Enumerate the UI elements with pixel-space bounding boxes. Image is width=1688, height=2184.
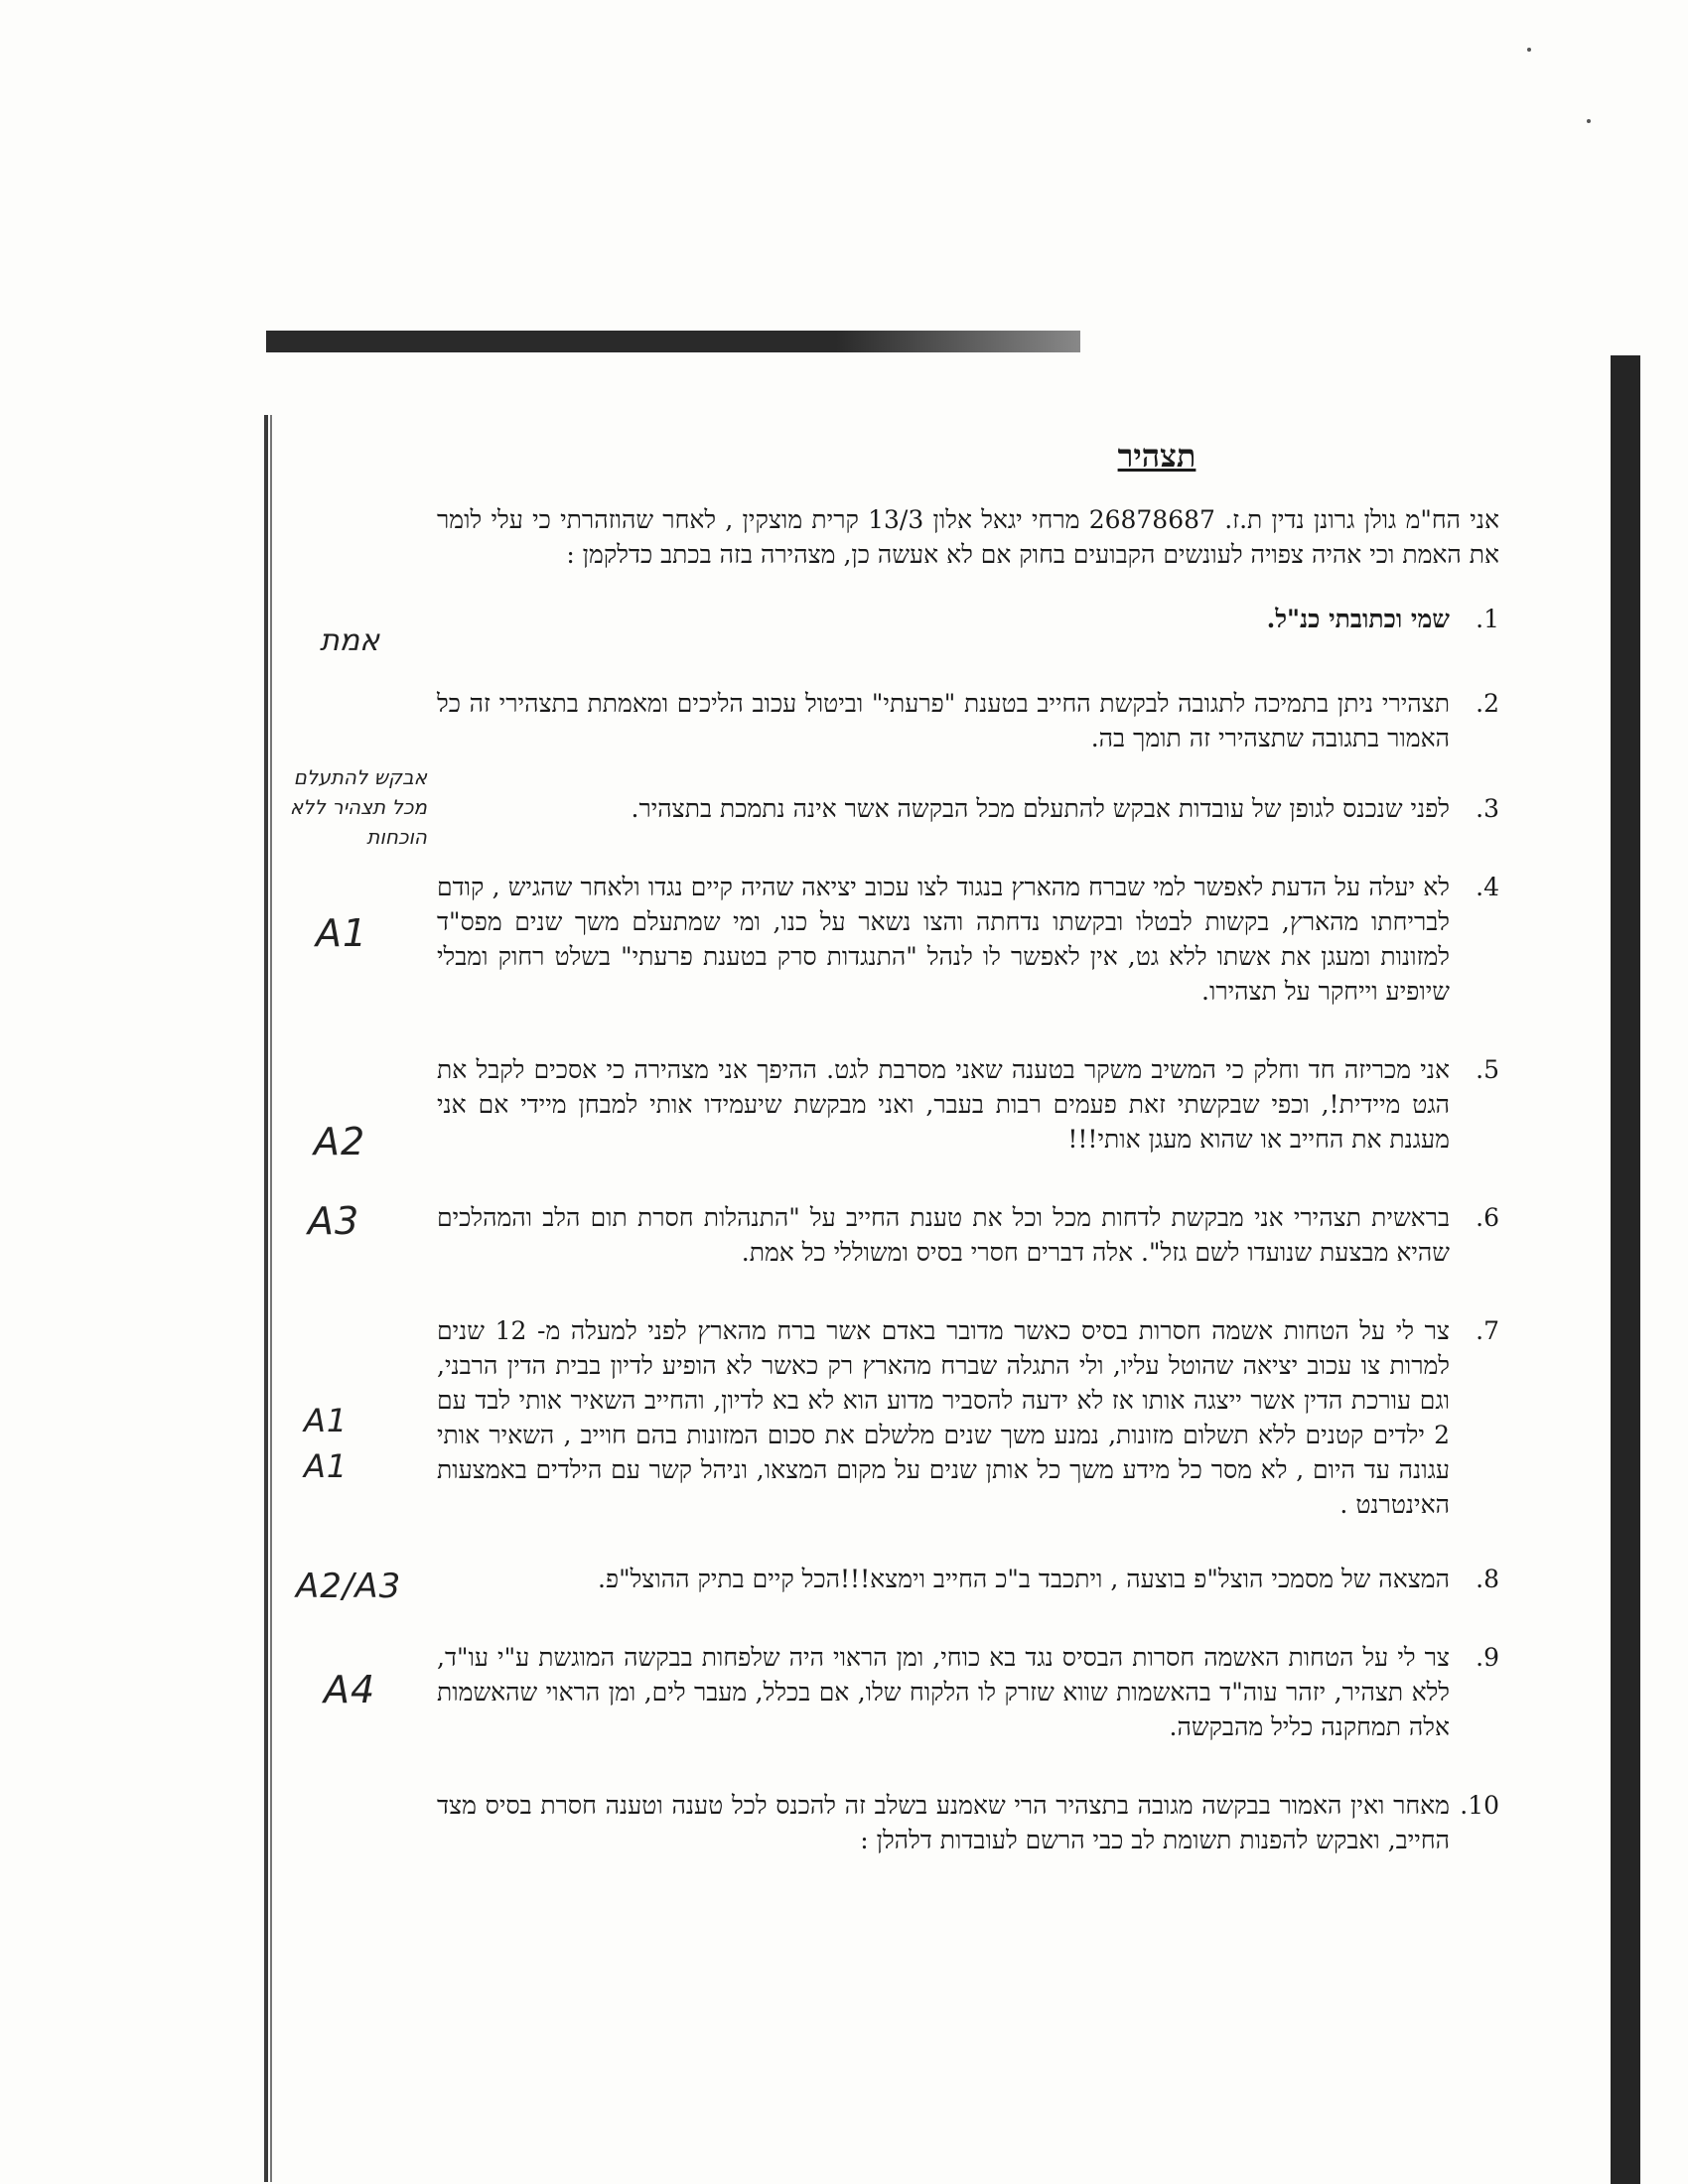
paragraph-10 <box>437 1788 1499 1857</box>
paragraph-text: צר לי על הטחות האשמה חסרות הבסיס נגד בא כוחי, ומן הראוי היה שלפחות בבקשה המוגשת ע"י עו"ד, ללא תצהיר, יזהר עוה"ד בהאשמות שווא שזרק לו הלקוח שלו, אם בכלל, מעבר לים, ומן הראוי שהאשמות אלה תמחקנה כליל מהבקשה. <box>437 1643 1450 1741</box>
scan-border-top <box>266 331 1080 352</box>
paragraph-text: אני מכריזה חד וחלק כי המשיב משקר בטענה שאני מסרבת לגט. ההיפך אני מצהירה כי אסכים לקבל את הגט מיידית!, וכפי שבקשתי זאת פעמים רבות בעבר, ואני מבקשת שיעמידו אותי למבחן מיידי אם אני מעגנת את החייב או שהוא מעגן אותי!!! <box>437 1055 1450 1154</box>
paragraph-number: 9. <box>1476 1643 1499 1672</box>
handwritten-code-a2-a3: A2/A3 <box>296 1567 402 1606</box>
paragraph-number: 1. <box>1476 605 1499 633</box>
scan-speck <box>1587 119 1591 123</box>
paragraph-8 <box>437 1562 1499 1596</box>
paragraph-2 <box>437 686 1499 755</box>
paragraph-text: לא יעלה על הדעת לאפשר למי שברח מהארץ בנגוד לצו עכוב יציאה שהיה קיים נגדו ולאחר שהגיש , קודם לבריחתו מהארץ, בקשות לבטלו ובקשתו נדחתה והצו נשאר על כנו, ומי שמתעלם משך שנים מפס"ד למזונות ומעגן את אשתו ללא גט, אין לאפשר לו לנהל "התנגדות סרק בטענת פרעתי" בשלט רחוק ומבלי שיופיע וייחקר על תצהירו. <box>437 873 1450 1006</box>
paragraph-number: 5. <box>1476 1055 1499 1084</box>
paragraph-number: 3. <box>1476 794 1499 823</box>
handwritten-note-true: אמת <box>320 623 380 658</box>
paragraph-3 <box>437 791 1499 826</box>
paragraph-text: שמי וכתובתי כנ"ל. <box>1266 605 1450 633</box>
handwritten-code-a2: A2 <box>314 1120 366 1163</box>
paragraph-7 <box>437 1313 1499 1522</box>
paragraph-number: 7. <box>1476 1316 1499 1345</box>
handwritten-note-ignore: אבקש להתעלם מכל תצהיר ללא הוכחות <box>289 765 427 849</box>
paragraph-1 <box>437 602 1499 636</box>
document-title: תצהיר <box>1117 437 1196 475</box>
scan-border-left-inner <box>270 415 272 2182</box>
paragraph-text: צר לי על הטחות אשמה חסרות בסיס כאשר מדובר באדם אשר ברח מהארץ לפני למעלה מ- 12 שנים למרות צו עכוב יציאה שהוטל עליו, ולי התגלה שברח מהארץ רק כאשר לא הופיע לדיון בבית הדין הרבני, וגם עורכת הדין אשר ייצגה אותו אז לא ידעה להסביר מדוע הוא לא בא לדיון, והחייב השאיר אותי לבד עם 2 ילדים קטנים ללא תשלום מזונות, נמנע משך שנים מלשלם את סכום המזונות בהם חוייב , השאיר אותי עגונה עד היום , לא מסר כל מידע משך כל אותן שנים על מקום המצאו, וניהל קשר עם הילדים באמצעות האינטרנט . <box>437 1316 1451 1519</box>
handwritten-code-a4: A4 <box>324 1668 376 1711</box>
paragraph-text: המצאה של מסמכי הוצל"פ בוצעה , ויתכבד ב"כ החייב וימצא!!!הכל קיים בתיק ההוצל"פ. <box>598 1565 1450 1593</box>
paragraph-number: 4. <box>1476 873 1499 901</box>
scan-border-right <box>1611 355 1640 2184</box>
paragraph-number: 2. <box>1476 689 1499 718</box>
paragraph-text: בראשית תצהירי אני מבקשת לדחות מכל וכל את טענת החייב על "התנהלות חסרת תום הלב והמהלכים שהיא מבצעת שנועדו לשם גזל". אלה דברים חסרי בסיס ומשוללי כל אמת. <box>437 1203 1450 1267</box>
handwritten-code-a1: A1 <box>304 1447 349 1485</box>
intro-paragraph: אני הח"מ גולן גרונן נדין ת.ז. 26878687 מרחי יגאל אלון 13/3 קרית מוצקין , לאחר שהוזהרתי כי עלי לומר את האמת וכי אהיה צפויה לעונשים הקבועים בחוק אם לא אעשה כן, מצהירה בזה בכתב כדלקמן : <box>437 505 1499 569</box>
affidavit-document <box>437 437 1499 1893</box>
paragraph-5 <box>437 1052 1499 1157</box>
paragraph-number: 8. <box>1476 1565 1499 1593</box>
paragraph-number: 10. <box>1460 1791 1499 1820</box>
paragraph-text: תצהירי ניתן בתמיכה לתגובה לבקשת החייב בטענת "פרעתי" וביטול עכוב הליכים ומאמתת בתצהירי זה כל האמור בתגובה שתצהירי זה תומך בה. <box>437 689 1450 752</box>
paragraph-text: מאחר ואין האמור בבקשה מגובה בתצהיר הרי שאמנע בשלב זה להכנס לכל טענה וטענה חסרת בסיס מצד החייב, ואבקש להפנות תשומת לב כבי הרשם לעובדות דלהלן : <box>437 1791 1450 1854</box>
handwritten-code-a1: A1 <box>304 1402 349 1439</box>
paragraph-number: 6. <box>1476 1203 1499 1232</box>
paragraph-text: לפני שנכנס לגופן של עובדות אבקש להתעלם מכל הבקשה אשר אינה נתמכת בתצהיר. <box>631 794 1450 823</box>
scan-speck <box>1527 48 1531 52</box>
paragraph-9 <box>437 1640 1499 1744</box>
paragraph-6 <box>437 1200 1499 1270</box>
paragraph-4 <box>437 870 1499 1009</box>
scan-border-left <box>264 415 268 2182</box>
handwritten-code-a1: A1 <box>316 911 368 955</box>
handwritten-code-a3: A3 <box>308 1199 360 1243</box>
